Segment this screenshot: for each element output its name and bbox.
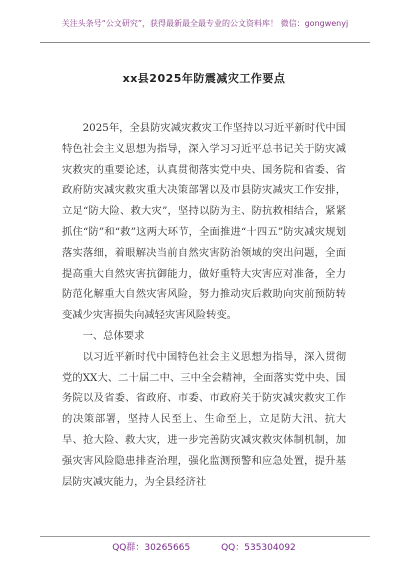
footer-divider	[40, 536, 370, 537]
section-heading: 一、总体要求	[82, 329, 145, 342]
header-divider	[40, 42, 370, 43]
section-paragraph: 以习近平新时代中国特色社会主义思想为指导，深入贯彻党的XX大、二十届二中、三中全会精神，全面落实党中央、国务院以及省委、省政府、市委、市政府关于防灾减灾救灾工作的决策部署，坚持人民至上、生命至上，立足防大汛、抗大旱、抢大险、救大灾，进一步完善防灾减灾救灾体制机制，加强灾害风险隐患排查治理，强化监测预警和应急处置，提升基层防灾减灾能力，为全县经济社	[62, 350, 346, 488]
footer-qq-group: QQ群：30265665	[112, 543, 191, 553]
intro-paragraph: 2025年，全县防灾减灾救灾工作坚持以习近平新时代中国特色社会主义思想为指导，深入学习习近平总书记关于防灾减灾救灾的重要论述，认真贯彻落实党中央、国务院和省委、省政府防灾减灾救灾重大决策部署以及市县防灾减灾工作安排，立足“防大险、救大灾”，坚持以防为主、防抗救相结合，紧紧抓住“防”和“救”这两大环节，全面推进“十四五”防灾减灾规划落实落细，着眼解决当前自然灾害防治领域的突出问题，全面提高重大自然灾害抗御能力，做好重特大灾害应对准备，全力防范化解重大自然灾害风险，努力推动灾后救助向灾前预防转变减少灾害损失向减轻灾害风险转变。	[62, 122, 346, 322]
footer-qq: QQ：535304092	[221, 543, 296, 553]
footer-contact	[0, 540, 408, 553]
document-title: xx县2025年防震减灾工作要点	[122, 72, 286, 85]
document-body	[62, 118, 346, 492]
header-promo-note: 关注头条号“公文研究”，获得最新最全最专业的公文资料库！ 微信：gongwenyj	[61, 19, 349, 28]
